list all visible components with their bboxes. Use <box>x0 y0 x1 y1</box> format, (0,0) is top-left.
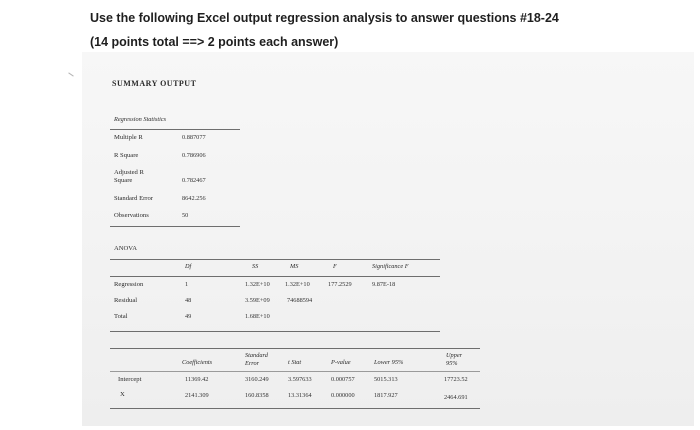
regstats-label-standard-error: Standard Error <box>114 195 153 202</box>
anova-regression-df: 1 <box>185 281 189 288</box>
anova-regression-f: 177.2529 <box>328 281 352 288</box>
anova-regression-ss: 1.32E+10 <box>245 281 270 288</box>
anova-header-df: Df <box>185 263 192 270</box>
coef-x-t-stat: 13.31364 <box>288 392 312 399</box>
question-header <box>90 9 559 51</box>
coef-x-coefficient: 2141.309 <box>185 392 209 399</box>
anova-label-regression: Regression <box>114 281 144 288</box>
pen-mark <box>68 72 73 76</box>
anova-label-total: Total <box>114 313 128 320</box>
coef-x-p-value: 0.000000 <box>331 392 355 399</box>
coef-intercept-standard-error: 3160.249 <box>245 376 269 383</box>
anova-header-ss: SS <box>252 263 259 270</box>
regstats-value-standard-error: 8642.256 <box>182 195 206 202</box>
regstats-bottom-rule <box>110 226 240 227</box>
anova-top-rule <box>110 259 440 260</box>
coef-header-coefficients: Coefficients <box>182 359 213 366</box>
coef-intercept-coefficient: 11369.42 <box>185 376 209 383</box>
regression-statistics-heading: Regression Statistics <box>114 116 167 123</box>
regstats-value-observations: 50 <box>182 212 189 219</box>
anova-residual-df: 48 <box>185 297 192 304</box>
anova-header-f: F <box>333 263 337 270</box>
anova-total-df: 49 <box>185 313 192 320</box>
coef-x-upper-95: 2464.691 <box>444 394 468 401</box>
anova-header-significance-f: Significance F <box>372 263 409 270</box>
coef-label-x: X <box>120 391 125 398</box>
coef-bottom-rule <box>110 408 480 409</box>
anova-label-residual: Residual <box>114 297 138 304</box>
coef-intercept-upper-95: 17723.52 <box>444 376 468 383</box>
regstats-value-adjusted-r: 0.782467 <box>182 177 206 184</box>
coef-intercept-lower-95: 5015.313 <box>374 376 398 383</box>
regstats-value-multiple-r: 0.887077 <box>182 134 206 141</box>
coef-x-standard-error: 160.8358 <box>245 392 269 399</box>
regstats-top-rule <box>110 129 240 130</box>
coef-intercept-p-value: 0.000757 <box>331 376 355 383</box>
regstats-value-r-square: 0.786906 <box>182 152 206 159</box>
coef-header-t-stat: t Stat <box>288 359 302 366</box>
anova-bottom-rule <box>110 331 440 332</box>
regstats-label-observations: Observations <box>114 212 149 219</box>
question-text: Use the following Excel output regression analysis to answer questions #18-24 <box>90 11 559 25</box>
anova-total-ss: 1.68E+10 <box>245 313 270 320</box>
coef-x-lower-95: 1817.927 <box>374 392 398 399</box>
regstats-label-adjusted-r: Adjusted R <box>114 169 144 176</box>
points-text: (14 points total ==> 2 points each answer) <box>90 35 339 49</box>
regstats-label-adjusted-r-square: Square <box>114 177 133 184</box>
coef-intercept-t-stat: 3.597633 <box>288 376 312 383</box>
excel-output-photo <box>82 52 694 426</box>
anova-header-rule <box>110 276 440 277</box>
coef-header-standard: Standard <box>245 352 268 359</box>
coef-header-error: Error <box>245 360 260 367</box>
coef-header-upper: Upper <box>446 352 463 359</box>
regstats-label-multiple-r: Multiple R <box>114 134 143 141</box>
coef-header-p-value: P-value <box>331 359 351 366</box>
anova-regression-significance-f: 9.87E-18 <box>372 281 396 288</box>
coef-header-lower-95: Lower 95% <box>374 359 404 366</box>
anova-header-ms: MS <box>290 263 299 270</box>
regstats-label-r-square: R Square <box>114 152 139 159</box>
coef-top-rule <box>110 348 480 349</box>
coef-header-upper-95: 95% <box>446 360 458 367</box>
anova-residual-ss: 3.59E+09 <box>245 297 270 304</box>
anova-title: ANOVA <box>114 245 137 252</box>
summary-output-title: SUMMARY OUTPUT <box>112 79 197 88</box>
anova-regression-ms: 1.32E+10 <box>285 281 310 288</box>
anova-residual-ms: 74688594 <box>287 297 313 304</box>
coef-label-intercept: Intercept <box>118 376 142 383</box>
coef-header-rule <box>110 371 480 372</box>
